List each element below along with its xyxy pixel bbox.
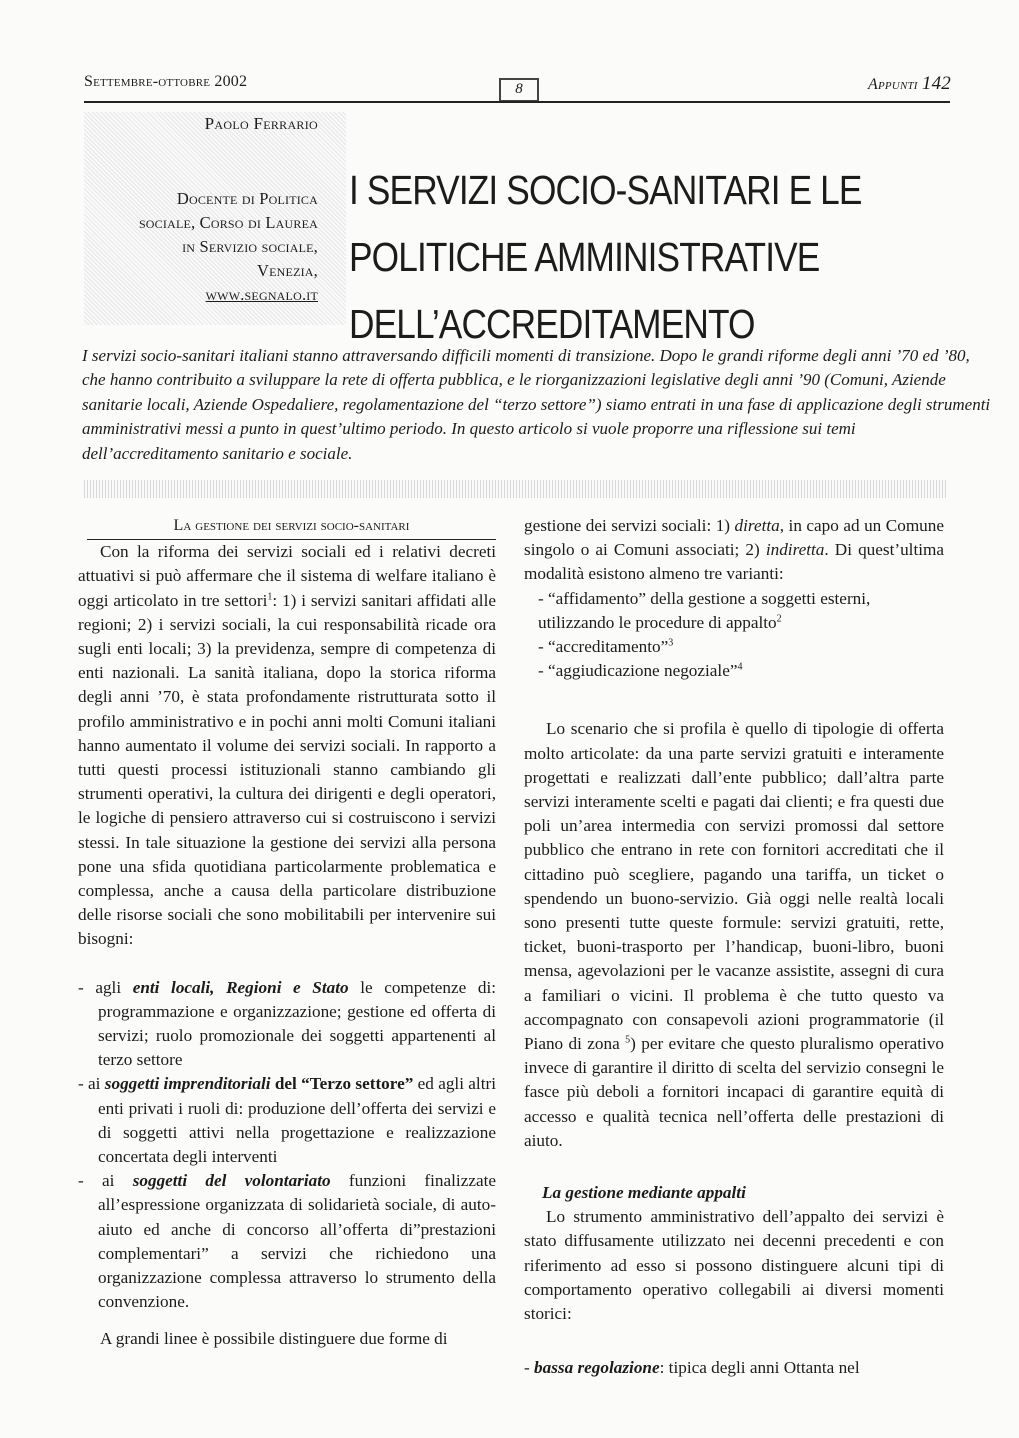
footnote-ref[interactable]: 4 [737,661,743,673]
article-abstract [82,344,991,466]
list-item: - ai soggetti imprenditoriali del “Terzo settore” ed agli altri enti privati i ruoli di: produzione dell’offerta dei servizi e di soggetti attivi nella progettazione e realizzazione concertata degli interventi [78,1074,496,1167]
title-line: DELL’ACCREDITAMENTO [349,301,755,348]
list-item: - agli enti locali, Regioni e Stato le competenze di: programmazione e organizzazione; gestione ed offerta di servizi; ruolo promozionale dei soggetti appartenenti al terzo settore [78,977,497,1070]
page-marker-icon: 8 [499,78,539,102]
abstract-line: dell’accreditamento sanitario e sociale. [82,443,353,463]
author-website-link[interactable]: www.segnalo.it [205,285,318,304]
series-name: Appunti [868,76,918,93]
abstract-line: amministrativi messi a punto in quest’ultimo periodo. In questo articolo si vuole proporre una riflessione sui temi [82,419,856,439]
footnote-ref[interactable]: 5 [625,1034,631,1046]
author-desc-line: Docente di Politica [176,189,318,208]
title-line: I SERVIZI SOCIO-SANITARI E LE [349,167,862,214]
abstract-line: sanitarie locali, Aziende Ospedaliere, regolamentazione del “terzo settore”) siamo entrati in una fase di applicazione degli strumenti [82,394,991,414]
author-name: Paolo Ferrario [204,114,318,133]
author-description [94,187,318,307]
list-item: - ai soggetti del volontariato funzioni finalizzate all’espressione organizzata di solidarietà sociale, di auto-aiuto ed anche di concorso all’offerta di”prestazioni complementari” a servizi che richiedono una organizzazione complessa attraverso lo strumento della convenzione. [78,1171,496,1312]
column-left [78,514,496,1351]
abstract-line: I servizi socio-sanitari italiani stanno attraversando difficili momenti di transizione. Dopo le grandi riforme degli anni ’70 ed ’80, [82,346,970,365]
list-item: - bassa regolazione: tipica degli anni Ottanta nel [524,1358,860,1378]
variant-item: - “affidamento” della gestione a soggetti esterni, utilizzando le procedure di appalto$^2$ [538,588,871,632]
variant-item: - “accreditamento”$^3$ [538,637,674,657]
footnote-ref[interactable]: 3 [668,637,674,649]
body-paragraph: A grandi linee è possibile distinguere due forme di [100,1328,448,1348]
title-line: POLITICHE AMMINISTRATIVE [349,234,820,281]
author-desc-line: Venezia, [257,261,318,280]
body-paragraph: Con la riforma dei servizi sociali ed i relativi decreti attuativi si può affermare che il sistema di welfare italiano è oggi articolato in tre settori$^1$: 1) i servizi sanitari affidati alle regioni; 2) i servizi sociali, la cui responsabilità ricade ora sugli enti locali; 3) la previdenza, sempre di competenza di enti nazionali. La sanità italiana, dopo la storica riforma degli anni ’70, è stata profondamente ristrutturata sotto il profilo amministrativo e in pochi anni molti Comuni italiani hanno aumentato il volume dei servizi sociali. In rapporto a tutti questi processi istituzionali stanno cambiando gli strumenti operativi, la cultura dei dirigenti e degli operatori, le logiche di pensiero attraverso cui si costruiscono i servizi stessi. In tale situazione la gestione dei servizi alla persona pone una sfida quotidiana particolarmente problematica e complessa, anche a causa della particolare distribuzione delle risorse sociali che sono mobilitabili per intervenire sui bisogni: [78,542,496,949]
footnote-ref[interactable]: 1 [267,590,273,602]
article-title [349,157,862,358]
abstract-line: che hanno contribuito a sviluppare la rete di offerta pubblica, e le riorganizzazioni legislative degli anni ’90 (Comuni, Aziende [82,370,946,390]
header-rule [84,101,950,103]
variant-item: - “aggiudicazione negoziale”$^4$ [538,661,743,681]
author-desc-line: sociale, Corso di Laurea [138,213,318,232]
section-heading: La gestione dei servizi socio-sanitari [87,514,496,540]
body-paragraph: Lo strumento amministrativo dell’appalto dei servizi è stato diffusamente utilizzato nei decenni precedenti e con riferimento ad esso si possono distinguere alcuni tipi di comportamento operativo collegabili ai diversi momenti storici: [524,1207,944,1324]
abstract-divider-band [84,480,946,498]
author-desc-line: in Servizio sociale, [182,237,318,256]
subsection-heading: La gestione mediante appalti [542,1183,746,1203]
column-right [524,514,944,1381]
body-paragraph: Lo scenario che si profila è quello di tipologie di offerta molto articolate: da una parte servizi gratuiti e interamente progettati e realizzati dall’ente pubblico; dall’altra parte servizi interamente scelti e pagati dai clienti; e fra questi due poli un’area intermedia con servizi promossi dal settore pubblico che entrano in rete con fornitori accreditati che il cittadino può scegliere, pagando una tariffa, un ticket o spendendo un buono-servizio. Già oggi nelle realtà locali sono presenti tutte queste formule: servizi gratuiti, rette, ticket, buoni-trasporto per l’handicap, buoni-libro, buoni mensa, agevolazioni per le vacanze assistite, assegni di cura a familiari o vicini. Il problema è che tutto questo va accompagnato con consapevoli azioni programmatorie (il Piano di zona $^5$) per evitare che questo pluralismo operativo invece di garantire il diritto di scelta del servizio consegni le fasce più deboli a fornitori incapaci di garantire equità di accesso e qualità tecnica nell’offerta delle prestazioni di aiuto. [524,719,944,1150]
series-label [868,73,951,95]
body-paragraph: gestione dei servizi sociali: 1) diretta, in capo ad un Comune singolo o ai Comuni associati; 2) indiretta. Di quest’ultima modalità esistono almeno tre varianti: [524,516,944,584]
series-number: 142 [921,73,951,94]
footnote-ref[interactable]: 2 [776,613,782,625]
issue-date: Settembre-ottobre 2002 [84,73,248,90]
